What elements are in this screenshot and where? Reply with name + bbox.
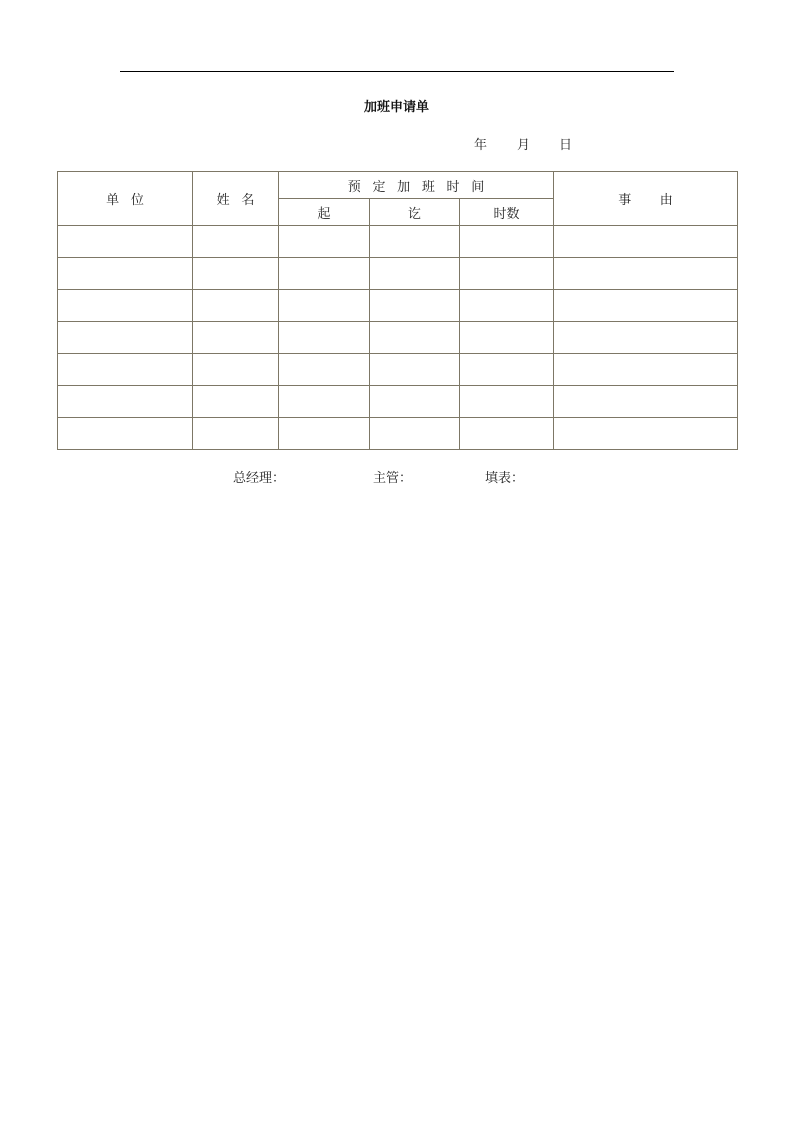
table-row xyxy=(58,290,738,322)
top-rule xyxy=(120,71,674,72)
header-hours: 时数 xyxy=(460,199,554,226)
cell-end[interactable] xyxy=(370,258,460,290)
supervisor-signature-label: 主管： xyxy=(373,471,413,486)
filled-by-signature-label: 填表： xyxy=(485,471,525,486)
cell-unit[interactable] xyxy=(58,386,193,418)
cell-reason[interactable] xyxy=(554,258,738,290)
cell-unit[interactable] xyxy=(58,418,193,450)
header-name: 姓名 xyxy=(193,172,279,226)
cell-hours[interactable] xyxy=(460,386,554,418)
cell-unit[interactable] xyxy=(58,258,193,290)
table-row xyxy=(58,226,738,258)
cell-name[interactable] xyxy=(193,354,279,386)
table-row xyxy=(58,258,738,290)
cell-hours[interactable] xyxy=(460,258,554,290)
cell-start[interactable] xyxy=(279,290,370,322)
header-end: 讫 xyxy=(370,199,460,226)
cell-end[interactable] xyxy=(370,290,460,322)
header-unit: 单位 xyxy=(58,172,193,226)
cell-reason[interactable] xyxy=(554,386,738,418)
cell-reason[interactable] xyxy=(554,226,738,258)
form-title: 加班申请单 xyxy=(363,100,429,115)
table-row xyxy=(58,418,738,450)
cell-end[interactable] xyxy=(370,386,460,418)
cell-end[interactable] xyxy=(370,354,460,386)
header-planned-time: 预定加班时间 xyxy=(279,172,554,199)
cell-name[interactable] xyxy=(193,418,279,450)
cell-end[interactable] xyxy=(370,322,460,354)
cell-start[interactable] xyxy=(279,322,370,354)
cell-unit[interactable] xyxy=(58,354,193,386)
cell-unit[interactable] xyxy=(58,290,193,322)
date-month-label: 月 xyxy=(517,138,531,153)
cell-hours[interactable] xyxy=(460,226,554,258)
cell-start[interactable] xyxy=(279,418,370,450)
cell-start[interactable] xyxy=(279,354,370,386)
general-manager-signature-label: 总经理： xyxy=(233,471,286,486)
cell-name[interactable] xyxy=(193,226,279,258)
table-row xyxy=(58,386,738,418)
cell-reason[interactable] xyxy=(554,322,738,354)
cell-name[interactable] xyxy=(193,322,279,354)
cell-reason[interactable] xyxy=(554,354,738,386)
cell-unit[interactable] xyxy=(58,322,193,354)
cell-unit[interactable] xyxy=(58,226,193,258)
table-row xyxy=(58,322,738,354)
cell-end[interactable] xyxy=(370,418,460,450)
cell-reason[interactable] xyxy=(554,290,738,322)
table-row xyxy=(58,354,738,386)
cell-hours[interactable] xyxy=(460,418,554,450)
header-start: 起 xyxy=(279,199,370,226)
cell-start[interactable] xyxy=(279,258,370,290)
cell-hours[interactable] xyxy=(460,290,554,322)
overtime-form-table xyxy=(57,171,738,450)
cell-name[interactable] xyxy=(193,386,279,418)
cell-name[interactable] xyxy=(193,290,279,322)
cell-start[interactable] xyxy=(279,386,370,418)
cell-reason[interactable] xyxy=(554,418,738,450)
date-day-label: 日 xyxy=(559,138,573,153)
cell-end[interactable] xyxy=(370,226,460,258)
cell-hours[interactable] xyxy=(460,354,554,386)
cell-hours[interactable] xyxy=(460,322,554,354)
cell-name[interactable] xyxy=(193,258,279,290)
date-year-label: 年 xyxy=(474,138,488,153)
header-reason: 事由 xyxy=(554,172,738,226)
cell-start[interactable] xyxy=(279,226,370,258)
